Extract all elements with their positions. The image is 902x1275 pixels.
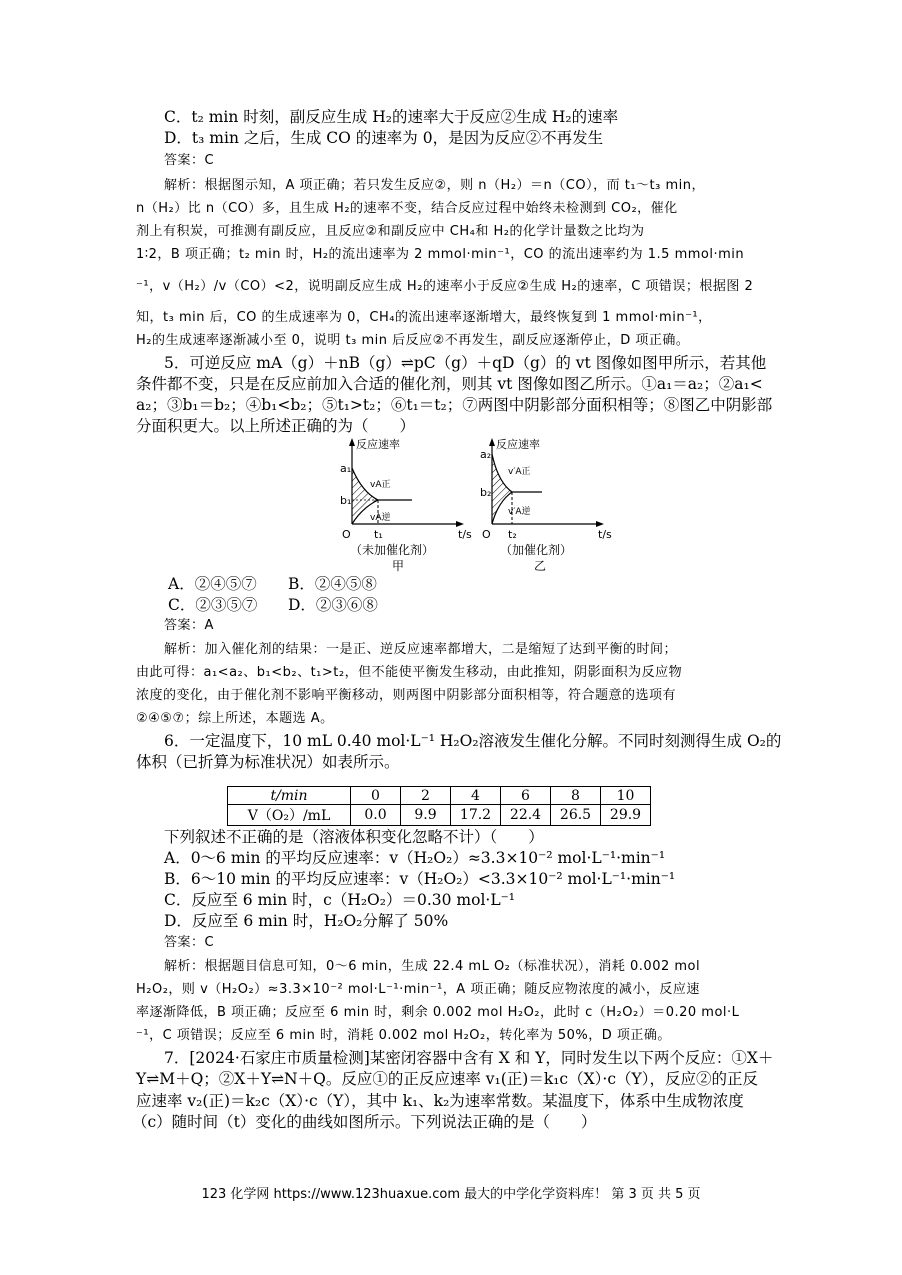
reverse-rate-label: v′A逆 — [508, 507, 531, 517]
analysis-line: n（H₂）比 n（CO）多，且生成 H₂的速率不变，结合反应过程中始终未检测到 CO₂，催化 — [136, 201, 678, 216]
analysis-line: 解析：根据图示知，A 项正确；若只发生反应②，则 n（H₂）＝n（CO），而 t₁～t₃ min， — [164, 178, 705, 193]
option-a: A．②④⑤⑦ — [168, 575, 257, 593]
table-cell: 22.4 — [501, 805, 551, 826]
option-d: D．反应至 6 min 时，H₂O₂分解了 50% — [164, 912, 449, 930]
analysis-line: ⁻¹，v（H₂）/v（CO）<2，说明副反应生成 H₂的速率小于反应②生成 H₂的速率，C 项错误；根据图 2 — [136, 279, 754, 294]
option-b: B．6～10 min 的平均反应速率：v（H₂O₂）<3.3×10⁻² mol·L⁻¹·min⁻¹ — [164, 870, 676, 888]
question-7-line: Y⇌M＋Q；②X＋Y⇌N＋Q。反应①的正反应速率 v₁(正)＝k₁c（X）·c（Y），反应②的正反 — [136, 1070, 758, 1088]
analysis-line: 剂上有积炭，可推测有副反应，且反应②和副反应中 CH₄和 H₂的化学计量数之比均为 — [136, 224, 645, 239]
analysis-line: 1∶2，B 项正确；t₂ min 时，H₂的流出速率为 2 mmol·min⁻¹，CO 的流出速率约为 1.5 mmol·min — [136, 247, 745, 262]
analysis-line: 由此可得：a₁<a₂、b₁<b₂、t₁>t₂，但不能使平衡发生移动，由此推知，阴影面积为反应物 — [136, 665, 683, 680]
option-c: C．②③⑤⑦ — [168, 596, 258, 614]
table-cell: 6 — [501, 787, 551, 805]
analysis-line: 解析：根据题目信息可知，0～6 min，生成 22.4 mL O₂（标准状况），消耗 0.002 mol — [164, 959, 701, 974]
analysis-line: 率逐渐降低，B 项正确；反应至 6 min 时，剩余 0.002 mol H₂O₂，此时 c（H₂O₂）＝0.20 mol·L — [136, 1005, 740, 1020]
o2-volume-table — [227, 786, 651, 826]
graph-caption: （加催化剂） — [500, 543, 573, 557]
table-cell: 0 — [351, 787, 401, 805]
option-b: B．②④⑤⑧ — [288, 575, 377, 593]
a-label: a₁ — [340, 462, 352, 475]
option-d: D．t₃ min 之后，生成 CO 的速率为 0，是因为反应②不再发生 — [164, 129, 604, 147]
table-cell: 0.0 — [351, 805, 401, 826]
t-label: t₂ — [508, 528, 517, 541]
table-cell: 26.5 — [551, 805, 601, 826]
graph-name: 乙 — [534, 559, 547, 573]
x-axis-label: t/s — [458, 528, 472, 541]
option-c: C．反应至 6 min 时，c（H₂O₂）＝0.30 mol·L⁻¹ — [164, 891, 516, 909]
b-label: b₂ — [480, 486, 492, 499]
table-cell: 29.9 — [601, 805, 651, 826]
t-label: t₁ — [374, 528, 383, 541]
answer-6: 答案：C — [164, 935, 215, 950]
analysis-line: H₂的生成速率逐渐减小至 0，说明 t₃ min 后反应②不再发生，副反应逐渐停止，D 项正确。 — [136, 333, 690, 348]
table-row — [228, 787, 651, 805]
graph-yi — [476, 432, 636, 577]
origin-label: O — [482, 528, 491, 541]
graph-jia — [330, 432, 490, 577]
a-label: a₂ — [480, 448, 492, 461]
table-cell: 8 — [551, 787, 601, 805]
option-d: D．②③⑥⑧ — [288, 596, 378, 614]
question-5-line: 条件都不变，只是在反应前加入合适的催化剂，则其 vt 图像如图乙所示。①a₁＝a₂；②a₁< — [136, 375, 763, 393]
question-5-line: a₂；③b₁＝b₂；④b₁<b₂；⑤t₁>t₂；⑥t₁＝t₂；⑦两图中阴影部分面积相等；⑧图乙中阴影部 — [136, 396, 773, 414]
graph-caption: （未加催化剂） — [350, 543, 435, 557]
table-cell: 10 — [601, 787, 651, 805]
question-7-line: （c）随时间（t）变化的曲线如图所示。下列说法正确的是（ ） — [132, 1113, 597, 1131]
question-6: 6．一定温度下，10 mL 0.40 mol·L⁻¹ H₂O₂溶液发生催化分解。不同时刻测得生成 O₂的 — [164, 732, 782, 750]
graph-name: 甲 — [392, 559, 405, 573]
analysis-line: ⁻¹，C 项错误；反应至 6 min 时，消耗 0.002 mol H₂O₂，转化率为 50%，D 项正确。 — [136, 1028, 671, 1043]
analysis-line: ②④⑤⑦；综上所述，本题选 A。 — [136, 711, 334, 726]
table-row — [228, 805, 651, 826]
question-7-line: 应速率 v₂(正)＝k₂c（X）·c（Y），其中 k₁、k₂为速率常数。某温度下，体系中生成物浓度 — [136, 1092, 744, 1110]
forward-rate-label: v′A正 — [508, 467, 531, 477]
analysis-line: H₂O₂，则 v（H₂O₂）≈3.3×10⁻² mol·L⁻¹·min⁻¹，A 项正确；随反应物浓度的减小，反应速 — [136, 982, 700, 997]
analysis-line: 解析：加入催化剂的结果：一是正、逆反应速率都增大，二是缩短了达到平衡的时间； — [164, 642, 678, 657]
answer-4: 答案：C — [164, 153, 215, 168]
x-axis-label: t/s — [598, 528, 612, 541]
question-6-line: 下列叙述不正确的是（溶液体积变化忽略不计）（ ） — [164, 828, 544, 846]
table-cell: 17.2 — [451, 805, 501, 826]
y-axis-label: 反应速率 — [496, 438, 540, 451]
question-6-line: 体积（已折算为标准状况）如表所示。 — [136, 753, 400, 771]
answer-5: 答案：A — [164, 618, 214, 633]
analysis-line: 知，t₃ min 后，CO 的生成速率为 0，CH₄的流出速率逐渐增大，最终恢复到 1 mmol·min⁻¹， — [136, 310, 712, 325]
option-a: A．0～6 min 的平均反应速率：v（H₂O₂）≈3.3×10⁻² mol·L⁻¹·min⁻¹ — [164, 849, 666, 867]
page-footer: 123 化学网 https://www.123huaxue.com 最大的中学化学资料库！ 第 3 页 共 5 页 — [201, 1187, 701, 1202]
option-c: C．t₂ min 时刻，副反应生成 H₂的速率大于反应②生成 H₂的速率 — [164, 108, 619, 126]
table-cell: t/min — [228, 787, 351, 805]
reverse-rate-label: vA逆 — [370, 513, 391, 523]
question-5-line: 分面积更大。以上所述正确的为（ ） — [136, 417, 416, 435]
table-cell: V（O₂）/mL — [228, 805, 351, 826]
origin-label: O — [342, 528, 351, 541]
question-5: 5．可逆反应 mA（g）＋nB（g）⇌pC（g）＋qD（g）的 vt 图像如图甲所示，若其他 — [164, 354, 767, 372]
b-label: b₁ — [340, 494, 352, 507]
y-axis-label: 反应速率 — [356, 438, 400, 451]
table-cell: 4 — [451, 787, 501, 805]
table-cell: 9.9 — [401, 805, 451, 826]
forward-rate-label: vA正 — [370, 480, 391, 490]
question-7: 7．[2024·石家庄市质量检测]某密闭容器中含有 X 和 Y，同时发生以下两个反应：①X＋ — [164, 1049, 774, 1067]
analysis-line: 浓度的变化，由于催化剂不影响平衡移动，则两图中阴影部分面积相等，符合题意的选项有 — [136, 688, 677, 703]
table-cell: 2 — [401, 787, 451, 805]
